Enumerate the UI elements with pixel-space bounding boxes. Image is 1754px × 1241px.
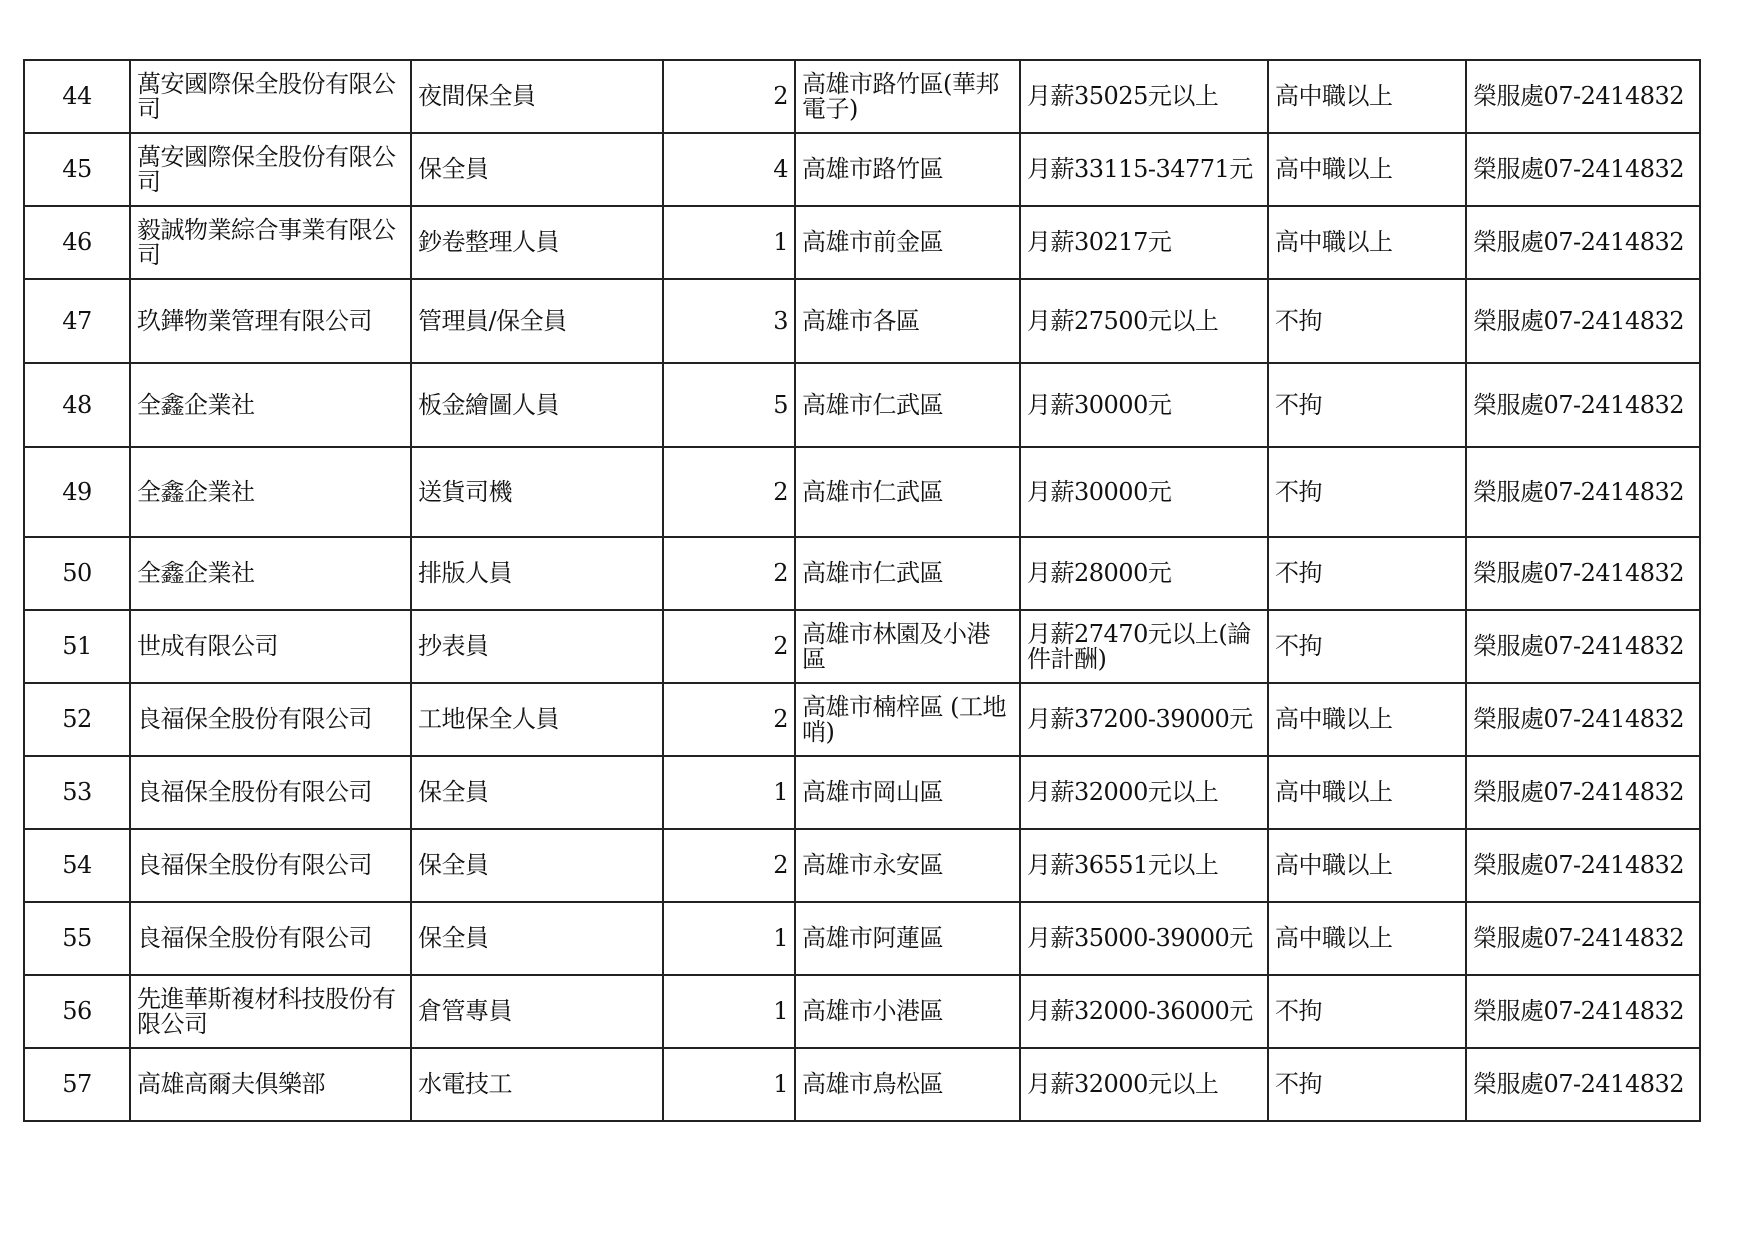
cell-quantity: 1 (663, 206, 795, 279)
cell-company: 良福保全股份有限公司 (130, 756, 411, 829)
table-row (24, 363, 1700, 447)
cell-company: 世成有限公司 (130, 610, 411, 683)
cell-salary: 月薪30000元 (1020, 363, 1268, 447)
cell-location: 高雄市仁武區 (795, 363, 1020, 447)
cell-company: 良福保全股份有限公司 (130, 829, 411, 902)
cell-contact: 榮服處07-2414832 (1466, 133, 1700, 206)
cell-quantity: 1 (663, 756, 795, 829)
cell-position: 夜間保全員 (411, 60, 663, 133)
table-row (24, 206, 1700, 279)
cell-education: 不拘 (1268, 447, 1466, 537)
job-listings-table (23, 59, 1701, 1122)
cell-education: 高中職以上 (1268, 206, 1466, 279)
cell-number: 55 (24, 902, 130, 975)
cell-contact: 榮服處07-2414832 (1466, 610, 1700, 683)
cell-salary: 月薪32000元以上 (1020, 756, 1268, 829)
cell-location: 高雄市岡山區 (795, 756, 1020, 829)
cell-contact: 榮服處07-2414832 (1466, 447, 1700, 537)
table-row (24, 133, 1700, 206)
table-row (24, 279, 1700, 363)
cell-quantity: 2 (663, 60, 795, 133)
cell-number: 51 (24, 610, 130, 683)
table-body (24, 60, 1700, 1121)
cell-contact: 榮服處07-2414832 (1466, 975, 1700, 1048)
cell-position: 保全員 (411, 829, 663, 902)
cell-quantity: 4 (663, 133, 795, 206)
cell-education: 不拘 (1268, 610, 1466, 683)
cell-number: 56 (24, 975, 130, 1048)
cell-position: 水電技工 (411, 1048, 663, 1121)
cell-position: 鈔卷整理人員 (411, 206, 663, 279)
table-row (24, 60, 1700, 133)
cell-quantity: 2 (663, 829, 795, 902)
cell-education: 高中職以上 (1268, 829, 1466, 902)
cell-quantity: 2 (663, 610, 795, 683)
cell-quantity: 1 (663, 975, 795, 1048)
cell-company: 高雄高爾夫俱樂部 (130, 1048, 411, 1121)
cell-number: 49 (24, 447, 130, 537)
cell-company: 玖鏵物業管理有限公司 (130, 279, 411, 363)
table-row (24, 447, 1700, 537)
cell-contact: 榮服處07-2414832 (1466, 829, 1700, 902)
cell-number: 54 (24, 829, 130, 902)
table-row (24, 1048, 1700, 1121)
cell-education: 不拘 (1268, 537, 1466, 610)
cell-contact: 榮服處07-2414832 (1466, 60, 1700, 133)
cell-quantity: 2 (663, 447, 795, 537)
cell-location: 高雄市路竹區(華邦電子) (795, 60, 1020, 133)
cell-company: 全鑫企業社 (130, 537, 411, 610)
cell-number: 45 (24, 133, 130, 206)
table-row (24, 902, 1700, 975)
cell-education: 高中職以上 (1268, 133, 1466, 206)
cell-education: 高中職以上 (1268, 756, 1466, 829)
cell-contact: 榮服處07-2414832 (1466, 756, 1700, 829)
cell-number: 57 (24, 1048, 130, 1121)
cell-contact: 榮服處07-2414832 (1466, 1048, 1700, 1121)
cell-company: 全鑫企業社 (130, 447, 411, 537)
cell-number: 50 (24, 537, 130, 610)
cell-location: 高雄市楠梓區 (工地哨) (795, 683, 1020, 756)
cell-location: 高雄市路竹區 (795, 133, 1020, 206)
cell-position: 倉管專員 (411, 975, 663, 1048)
cell-contact: 榮服處07-2414832 (1466, 683, 1700, 756)
cell-number: 53 (24, 756, 130, 829)
cell-company: 全鑫企業社 (130, 363, 411, 447)
cell-location: 高雄市阿蓮區 (795, 902, 1020, 975)
table-row (24, 537, 1700, 610)
cell-number: 48 (24, 363, 130, 447)
cell-location: 高雄市仁武區 (795, 447, 1020, 537)
cell-location: 高雄市林園及小港區 (795, 610, 1020, 683)
cell-position: 板金繪圖人員 (411, 363, 663, 447)
table-row (24, 610, 1700, 683)
cell-company: 萬安國際保全股份有限公司 (130, 60, 411, 133)
cell-position: 保全員 (411, 133, 663, 206)
cell-position: 保全員 (411, 756, 663, 829)
cell-contact: 榮服處07-2414832 (1466, 363, 1700, 447)
cell-location: 高雄市鳥松區 (795, 1048, 1020, 1121)
cell-salary: 月薪27500元以上 (1020, 279, 1268, 363)
cell-salary: 月薪30000元 (1020, 447, 1268, 537)
cell-salary: 月薪35000-39000元 (1020, 902, 1268, 975)
cell-location: 高雄市各區 (795, 279, 1020, 363)
cell-number: 52 (24, 683, 130, 756)
cell-location: 高雄市小港區 (795, 975, 1020, 1048)
cell-salary: 月薪35025元以上 (1020, 60, 1268, 133)
cell-quantity: 3 (663, 279, 795, 363)
cell-quantity: 5 (663, 363, 795, 447)
cell-contact: 榮服處07-2414832 (1466, 537, 1700, 610)
cell-education: 不拘 (1268, 363, 1466, 447)
table-row (24, 975, 1700, 1048)
cell-position: 送貨司機 (411, 447, 663, 537)
cell-education: 不拘 (1268, 1048, 1466, 1121)
cell-company: 萬安國際保全股份有限公司 (130, 133, 411, 206)
cell-number: 47 (24, 279, 130, 363)
cell-position: 保全員 (411, 902, 663, 975)
cell-salary: 月薪36551元以上 (1020, 829, 1268, 902)
cell-education: 不拘 (1268, 279, 1466, 363)
cell-salary: 月薪30217元 (1020, 206, 1268, 279)
cell-location: 高雄市前金區 (795, 206, 1020, 279)
cell-company: 先進華斯複材科技股份有限公司 (130, 975, 411, 1048)
cell-contact: 榮服處07-2414832 (1466, 902, 1700, 975)
cell-salary: 月薪28000元 (1020, 537, 1268, 610)
cell-position: 抄表員 (411, 610, 663, 683)
cell-quantity: 1 (663, 1048, 795, 1121)
cell-salary: 月薪32000-36000元 (1020, 975, 1268, 1048)
table-row (24, 829, 1700, 902)
cell-education: 高中職以上 (1268, 902, 1466, 975)
cell-quantity: 2 (663, 537, 795, 610)
cell-salary: 月薪37200-39000元 (1020, 683, 1268, 756)
cell-education: 高中職以上 (1268, 60, 1466, 133)
table-row (24, 756, 1700, 829)
cell-position: 管理員/保全員 (411, 279, 663, 363)
cell-company: 良福保全股份有限公司 (130, 683, 411, 756)
cell-number: 44 (24, 60, 130, 133)
cell-salary: 月薪27470元以上(論件計酬) (1020, 610, 1268, 683)
cell-company: 毅誠物業綜合事業有限公司 (130, 206, 411, 279)
cell-company: 良福保全股份有限公司 (130, 902, 411, 975)
table-row (24, 683, 1700, 756)
cell-position: 工地保全人員 (411, 683, 663, 756)
cell-location: 高雄市仁武區 (795, 537, 1020, 610)
cell-position: 排版人員 (411, 537, 663, 610)
cell-salary: 月薪33115-34771元 (1020, 133, 1268, 206)
cell-location: 高雄市永安區 (795, 829, 1020, 902)
cell-contact: 榮服處07-2414832 (1466, 206, 1700, 279)
cell-contact: 榮服處07-2414832 (1466, 279, 1700, 363)
cell-salary: 月薪32000元以上 (1020, 1048, 1268, 1121)
cell-quantity: 2 (663, 683, 795, 756)
cell-education: 不拘 (1268, 975, 1466, 1048)
cell-number: 46 (24, 206, 130, 279)
cell-education: 高中職以上 (1268, 683, 1466, 756)
cell-quantity: 1 (663, 902, 795, 975)
